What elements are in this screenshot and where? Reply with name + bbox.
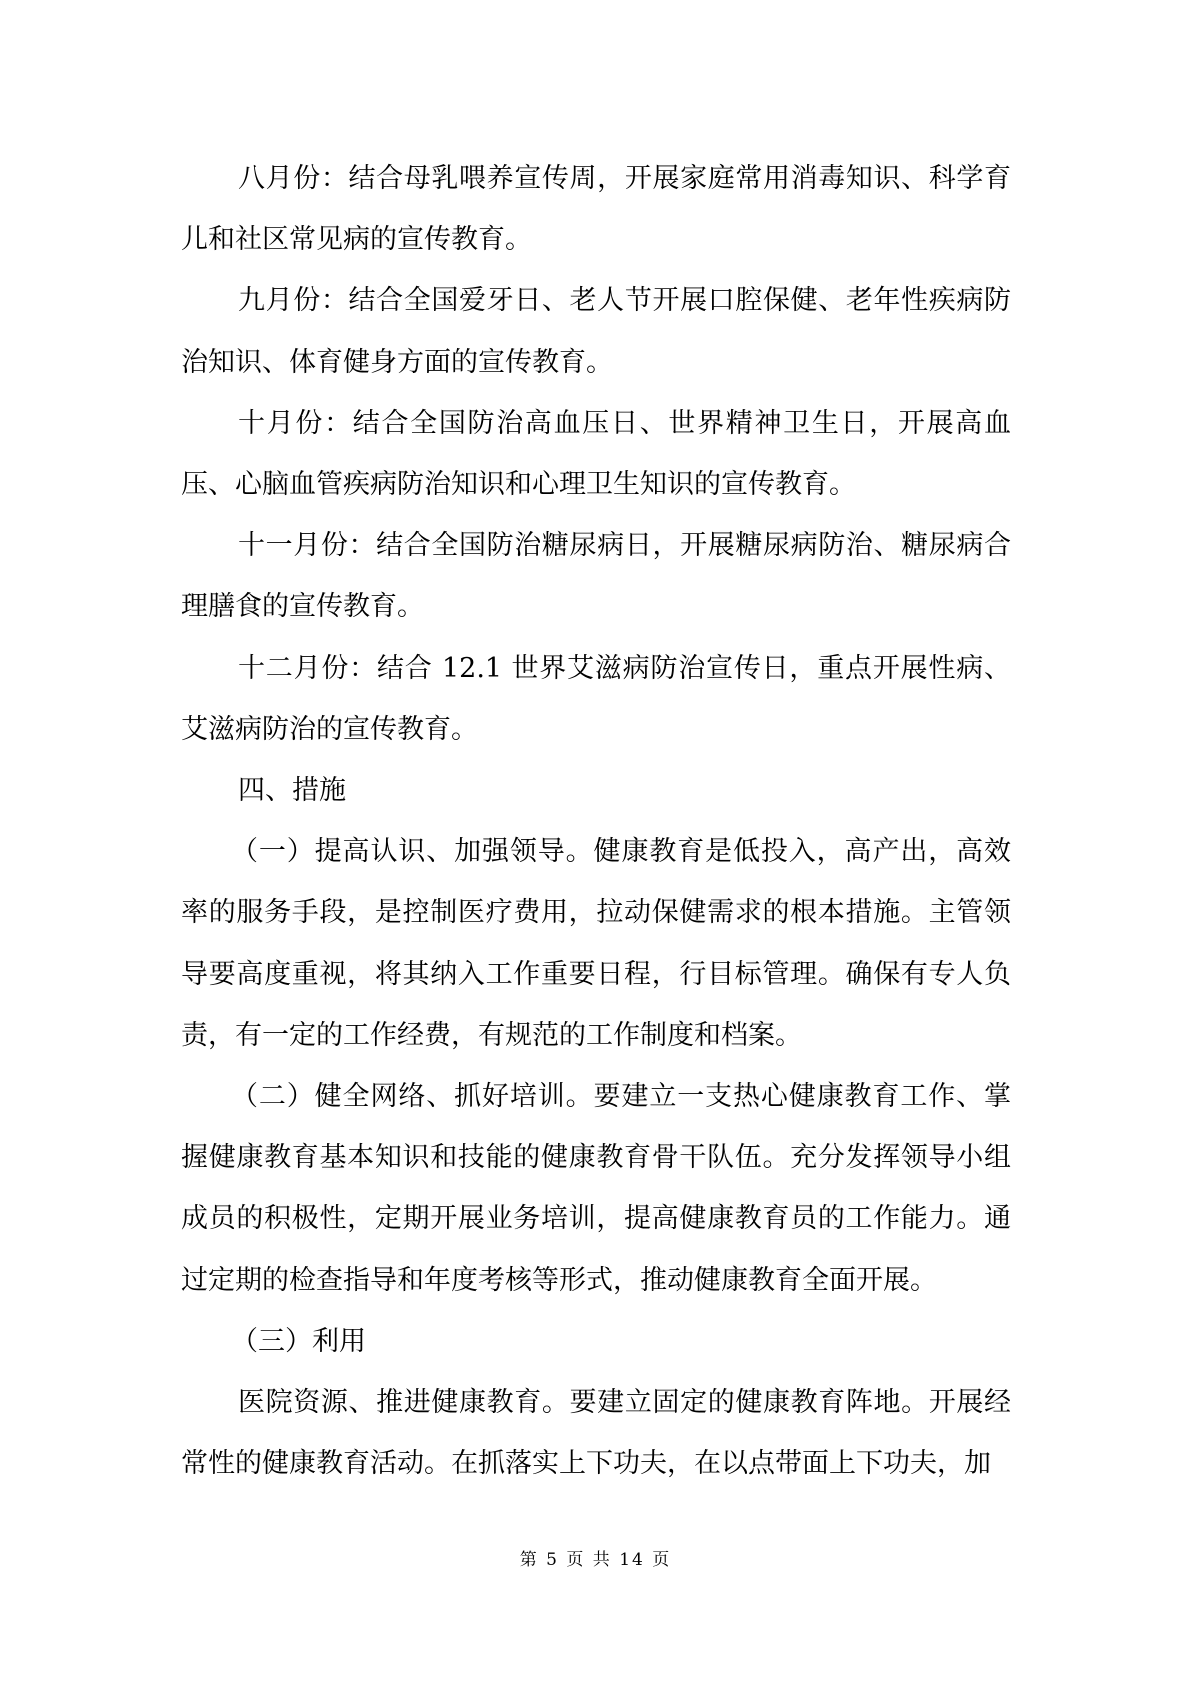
paragraph-measure-2: （二）健全网络、抓好培训。要建立一支热心健康教育工作、掌握健康教育基本知识和技能的健康教育骨干队伍。充分发挥领导小组成员的积极性，定期开展业务培训，提高健康教育员的工作能力。通过定期的检查指导和年度考核等形式，推动健康教育全面开展。: [181, 1081, 1011, 1296]
paragraph-august: 八月份：结合母乳喂养宣传周，开展家庭常用消毒知识、科学育儿和社区常见病的宣传教育。: [181, 163, 1011, 256]
document-body: [181, 148, 1011, 1494]
paragraph-measure-3-heading: （三）利用: [231, 1325, 366, 1357]
paragraph-measure-1: （一）提高认识、加强领导。健康教育是低投入，高产出，高效率的服务手段，是控制医疗费用，拉动保健需求的根本措施。主管领导要高度重视，将其纳入工作重要日程，行目标管理。确保有专人负责，有一定的工作经费，有规范的工作制度和档案。: [181, 836, 1011, 1051]
paragraph-december: 十二月份：结合 12.1 世界艾滋病防治宣传日，重点开展性病、艾滋病防治的宣传教育。: [181, 652, 1011, 745]
section-heading-measures: 四、措施: [238, 775, 346, 807]
page-number-footer: 第 5 页 共 14 页: [519, 1550, 672, 1570]
paragraph-september: 九月份：结合全国爱牙日、老人节开展口腔保健、老年性疾病防治知识、体育健身方面的宣传教育。: [181, 285, 1011, 378]
paragraph-november: 十一月份：结合全国防治糖尿病日，开展糖尿病防治、糖尿病合理膳食的宣传教育。: [181, 530, 1011, 623]
paragraph-measure-3-body: 医院资源、推进健康教育。要建立固定的健康教育阵地。开展经常性的健康教育活动。在抓落实上下功夫，在以点带面上下功夫，加: [181, 1387, 1011, 1480]
paragraph-october: 十月份：结合全国防治高血压日、世界精神卫生日，开展高血压、心脑血管疾病防治知识和心理卫生知识的宣传教育。: [181, 407, 1011, 501]
